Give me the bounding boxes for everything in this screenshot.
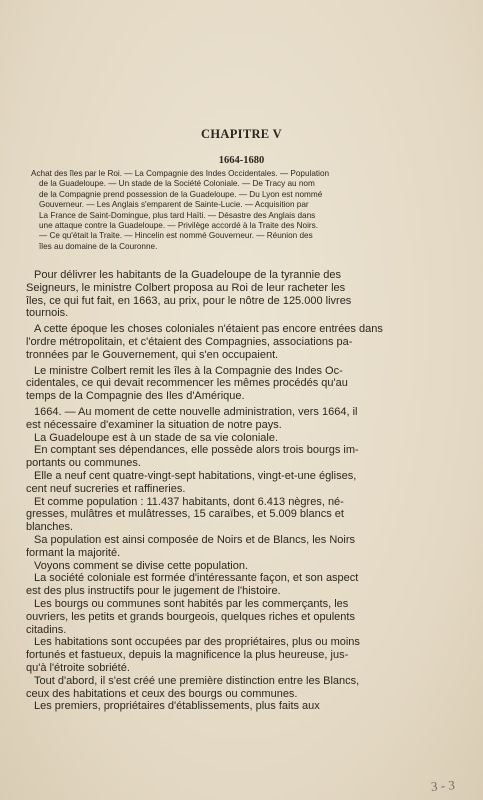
body-line: Seigneurs, le ministre Colbert proposa au Roi de leur racheter les (26, 281, 346, 294)
summary-line: Gouverneur. — Les Anglais s'emparent de Sainte-Lucie. — Acquisition par (39, 200, 309, 210)
body-line: qu'à l'étroite sobriété. (26, 661, 130, 674)
body-line: Le ministre Colbert remit les îles à la Compagnie des Indes Oc- (34, 364, 343, 377)
body-line: Et comme population : 11.437 habitants, dont 6.413 nègres, né- (34, 495, 344, 508)
body-line: A cette époque les choses coloniales n'étaient pas encore entrées dans (34, 323, 383, 336)
body-line: Elle a neuf cent quatre-vingt-sept habitations, vingt-et-une églises, (34, 469, 357, 482)
body-line: tronnées par le Gouvernement, qui s'en occupaient. (26, 348, 279, 361)
body-line: tournois. (26, 307, 69, 320)
body-line: portants ou communes. (26, 457, 141, 470)
body-line: cent neuf sucreries et raffineries. (26, 482, 186, 495)
summary-line: de la Guadeloupe. — Un stade de la Société Coloniale. — De Tracy au nom (39, 179, 315, 189)
body-line: ceux des habitations et ceux des bourgs ou communes. (26, 687, 298, 700)
body-line: 1664. — Au moment de cette nouvelle administration, vers 1664, il (34, 405, 358, 418)
body-line: citadins. (26, 623, 67, 636)
body-line: îles, ce qui fut fait, en 1663, au prix, pour le nôtre de 125.000 livres (26, 294, 352, 307)
body-line: fortunés et fastueux, depuis la magnificence la plus heureuse, jus- (26, 649, 349, 662)
chapter-summary (31, 169, 451, 252)
body-line: Les premiers, propriétaires d'établissements, plus faits aux (34, 700, 320, 713)
summary-line: îles au domaine de la Couronne. (39, 241, 158, 251)
body-line: Voyons comment se divise cette population. (34, 559, 249, 572)
summary-line: La France de Saint-Domingue, plus tard Haïti. — Désastre des Anglais dans (39, 210, 316, 220)
body-line: La Guadeloupe est à un stade de sa vie coloniale. (34, 431, 279, 444)
body-line: La société coloniale est formée d'intéressante façon, et son aspect (34, 572, 359, 585)
handwritten-page-mark: 3 - 3 (430, 777, 456, 794)
body-line: gresses, mulâtres et mulâtresses, 15 caraïbes, et 5.009 blancs et (26, 508, 344, 521)
body-line: ouvriers, les petits et grands bourgeois, quelques riches et opulents (26, 610, 355, 623)
body-line: Les habitations sont occupées par des propriétaires, plus ou moins (34, 636, 360, 649)
body-line: temps de la Compagnie des Iles d'Amérique. (26, 390, 245, 403)
body-line: cidentales, ce qui devait recommencer les mêmes procédés qu'au (26, 377, 348, 390)
body-line: En comptant ses dépendances, elle possède alors trois bourgs im- (34, 444, 359, 457)
body-line: est des plus instructifs pour le jugement de l'histoire. (26, 585, 281, 598)
body-line: Tout d'abord, il s'est créé une première distinction entre les Blancs, (34, 674, 360, 687)
summary-line: de la Compagnie prend possession de la Guadeloupe. — Du Lyon est nommé (39, 189, 323, 199)
body-line: Pour délivrer les habitants de la Guadeloupe de la tyrannie des (34, 269, 341, 281)
summary-line: — Ce qu'était la Traite. — Hincelin est nommé Gouverneur. — Réunion des (39, 231, 313, 241)
body-line: l'ordre métropolitain, et c'étaient des Compagnies, associations pa- (26, 335, 353, 348)
body-line: formant la majorité. (26, 546, 121, 559)
body-line: Sa population est ainsi composée de Noirs et de Blancs, les Noirs (34, 533, 356, 546)
summary-line: une attaque contre la Guadeloupe. — Privilège accordé à la Traite des Noirs. (39, 221, 318, 231)
chapter-title: CHAPITRE V (201, 127, 282, 141)
body-line: Les bourgs ou communes sont habités par les commerçants, les (34, 597, 349, 610)
body-line: blanches. (26, 521, 74, 534)
body-line: est nécessaire d'examiner la situation de notre pays. (26, 418, 282, 431)
chapter-years: 1664-1680 (218, 155, 265, 166)
summary-line: Achat des îles par le Roi. — La Compagnie des Indes Occidentales. — Population (31, 169, 330, 178)
body-text (26, 269, 458, 713)
